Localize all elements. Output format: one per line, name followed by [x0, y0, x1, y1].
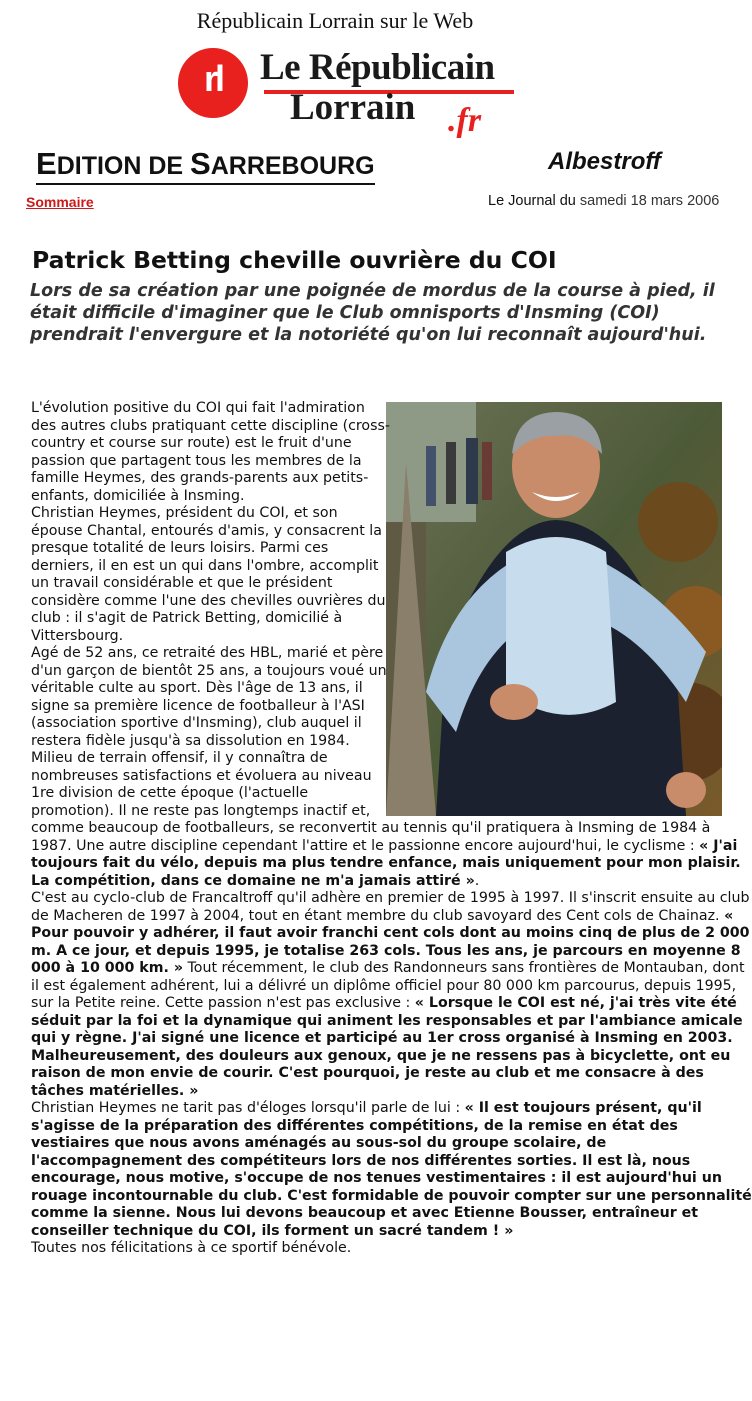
paragraph-5: [31, 1100, 752, 1240]
site-logo[interactable]: [178, 44, 538, 139]
site-caption: Républicain Lorrain sur le Web: [196, 8, 474, 33]
edition-part-2: ARREBOURG: [210, 152, 375, 180]
commune-name: Albestroff: [548, 148, 661, 175]
dateline: [488, 193, 719, 209]
paragraph-3-quote: « J'ai toujours fait du vélo, depuis ma plus tendre enfance, mais uniquement pour mon plaisir. La compétition, dans ce domaine ne m'a jamais attiré »: [31, 837, 741, 889]
journal-label: Le Journal du: [488, 193, 576, 209]
photo-spacer: [393, 400, 752, 816]
paragraph-3-text: Agé de 52 ans, ce retraité des HBL, marié et père d'un garçon de bientôt 25 ans, a toujours voué un véritable culte au sport. Dès l'âge de 13 ans, il signe sa première licence de footballeur à l'ASI (association sportive d'Insming), club auquel il restera fidèle jusqu'à sa dissolution en 1984. Milieu de terrain offensif, il y connaîtra de nombreuses satisfactions et évoluera au niveau 1re division de cette époque (l'actuelle promotion). Il ne reste pas longtemps inactif et, comme beaucoup de footballeurs, se reconvertit au tennis qu'il pratiquera à Insming de 1984 à 1987. Une autre discipline cependant l'attire et le passionne encore aujourd'hui, le cyclisme :: [31, 645, 711, 854]
sommaire-link[interactable]: Sommaire: [26, 194, 94, 210]
paragraph-1: L'évolution positive du COI qui fait l'admiration des autres clubs pratiquant cette discipline (cross-country et course sur route) est le fruit d'une passion que partagent tous les membres de la famille Heymes, des grands-parents aux petits-enfants, domiciliée à Insming.: [31, 400, 391, 504]
paragraph-6: Toutes nos félicitations à ce sportif bénévole.: [31, 1240, 352, 1256]
edition-initial-2: S: [190, 146, 211, 181]
paragraph-3-end: .: [474, 872, 480, 889]
paragraph-5-text: Christian Heymes ne tarit pas d'éloges lorsqu'il parle de lui :: [31, 1100, 465, 1116]
paragraph-4-quote-2: « Lorsque le COI est né, j'ai très vite été séduit par la foi et la dynamique qui animent les responsables et par l'ambiance amicale qui y règne. J'ai signé une licence et participé au 1er cross organisé à Insming en 2003. Malheureusement, des douleurs aux genoux, que je ne ressens pas à bicyclette, ont eu raison de mon envie de courir. C'est pourquoi, je reste au club et me consacre à des tâches matérielles. »: [31, 995, 743, 1099]
publication-date: samedi 18 mars 2006: [579, 193, 720, 209]
paragraph-2: Christian Heymes, président du COI, et son épouse Chantal, entourés d'amis, y consacrent la presque totalité de leurs loisirs. Parmi ces derniers, il en est un qui dans l'ombre, accomplit un travail considérable et que le président considère comme l'une des chevilles ouvrières du club : il s'agit de Patrick Betting, domicilié à Vittersbourg.: [31, 505, 386, 644]
paragraph-5-quote: « Il est toujours présent, qu'il s'agisse de la préparation des différentes compétitions, de la remise en état des vestiaires que nous avons aménagés au sous-sol du groupe scolaire, de l'accompagnement des compétiteurs lors de nos différentes sorties. Il est là, nous encourage, nous motive, s'occupe de nos tenues vestimentaires : il est aujourd'hui un rouage incontournable du club. C'est formidable de pouvoir compter sur une personnalité comme la sienne. Nous lui devons beaucoup et avec Etienne Bousser, entraîneur et conseiller technique du COI, ils forment un sacré tandem ! »: [31, 1100, 752, 1239]
logo-tld: .fr: [448, 102, 482, 139]
logo-mark-icon: [178, 48, 248, 118]
paragraph-4-text-2: Tout récemment, le club des Randonneurs sans frontières de Montauban, dont il est également adhérent, lui a délivré un diplôme officiel pour 80 000 km parcourus, depuis 1995, sur la Petite reine. Cette passion n'est pas exclusive :: [31, 960, 745, 1011]
logo-line-1: Le Républicain: [260, 47, 495, 88]
logo-mark-text: rl: [203, 58, 222, 99]
article-title: Patrick Betting cheville ouvrière du COI: [32, 246, 557, 274]
logo-line-2: Lorrain: [290, 87, 416, 128]
article-body: [31, 400, 752, 1258]
paragraph-4: [31, 890, 752, 1100]
article-lede: Lors de sa création par une poignée de mordus de la course à pied, il était difficile d'imaginer que le Club omnisports d'Insming (COI) prendrait l'envergure et la notoriété qu'on lui reconnaît aujourd'hui.: [30, 281, 715, 345]
paragraph-4-text: C'est au cyclo-club de Francaltroff qu'il adhère en premier de 1995 à 1997. Il s'inscrit ensuite au club de Macheren de 1997 à 2004, tout en étant membre du club savoyard des Cent cols de Chainaz.: [31, 890, 750, 924]
edition-part-1: DITION DE: [56, 152, 191, 180]
paragraph-4-quote-1: « Pour pouvoir y adhérer, il faut avoir franchi cent cols dont au moins cinq de plus de 2 000 m. A ce jour, et depuis 1995, je totalise 263 cols. Tous les ans, je parcours en moyenne 8 000 à 10 000 km. »: [31, 907, 750, 976]
edition-initial-1: E: [36, 146, 57, 181]
edition-title: [36, 146, 375, 185]
